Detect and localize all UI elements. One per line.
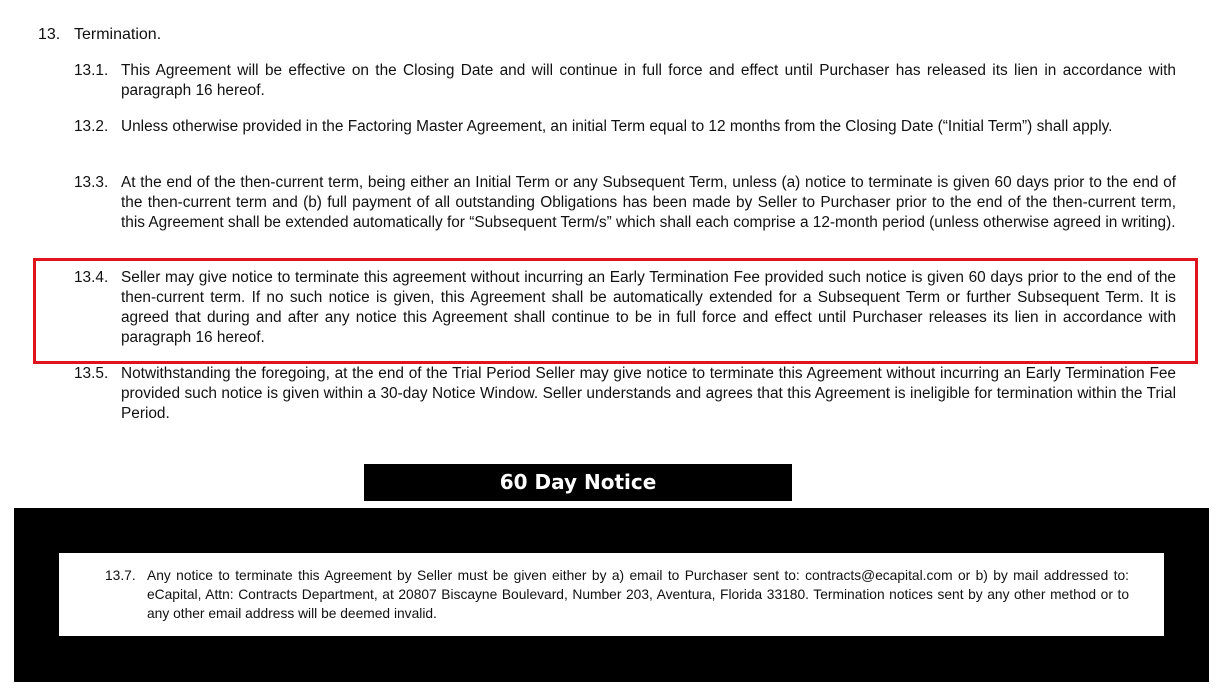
clause-text: Any notice to terminate this Agreement by Seller must be given either by a) email to Purchaser sent to: contracts@ecapital.com or b) by mail addressed to: eCapital, Attn: Contracts Department, at 20807 Biscayne Boulevard, Number 203, Aventura, Florida 33180. Termination notices sent by any other method or to any other email address will be deemed invalid. [147,568,1129,621]
clause-13-7 [105,566,1129,623]
clause-text: Notwithstanding the foregoing, at the end of the Trial Period Seller may give notice to terminate this Agreement without incurring an Early Termination Fee provided such notice is given within a 30-day Notice Window. Seller understands and agrees that this Agreement is ineligible for termination within the Trial Period. [121,365,1176,422]
section-title: Termination. [74,26,162,43]
clause-text: Unless otherwise provided in the Factoring Master Agreement, an initial Term equal to 12 months from the Closing Date (“Initial Term”) shall apply. [121,118,1113,135]
clause-13-1 [74,61,1176,101]
clause-13-4 [74,268,1176,348]
clause-number: 13.1. [74,62,109,79]
clause-text: Seller may give notice to terminate this agreement without incurring an Early Termination Fee provided such notice is given 60 days prior to the end of the then-current term. If no such notice is given, this Agreement shall be automatically extended for a Subsequent Term or further Subsequent Term. It is agreed that during and after any notice this Agreement shall continue to be in full force and effect until Purchaser releases its lien in accordance with paragraph 16 hereof. [121,269,1176,346]
clause-number: 13.3. [74,174,109,191]
clause-number: 13.5. [74,365,109,382]
clause-13-2 [74,117,1176,137]
section-number: 13. [38,26,61,43]
clause-13-3 [74,173,1176,233]
section-heading [38,25,161,45]
clause-number: 13.2. [74,118,109,135]
notice-banner: 60 Day Notice [364,464,792,501]
clause-number: 13.4. [74,269,109,286]
clause-text: This Agreement will be effective on the Closing Date and will continue in full force and effect until Purchaser has released its lien in accordance with paragraph 16 hereof. [121,62,1176,99]
clause-text: At the end of the then-current term, being either an Initial Term or any Subsequent Term, unless (a) notice to terminate is given 60 days prior to the end of the then-current term and (b) full payment of all outstanding Obligations has been made by Seller to Purchaser prior to the end of the then-current term, this Agreement shall be extended automatically for “Subsequent Term/s” which shall each comprise a 12-month period (unless otherwise agreed in writing). [121,174,1176,231]
clause-number: 13.7. [105,568,136,583]
clause-13-5 [74,364,1176,424]
